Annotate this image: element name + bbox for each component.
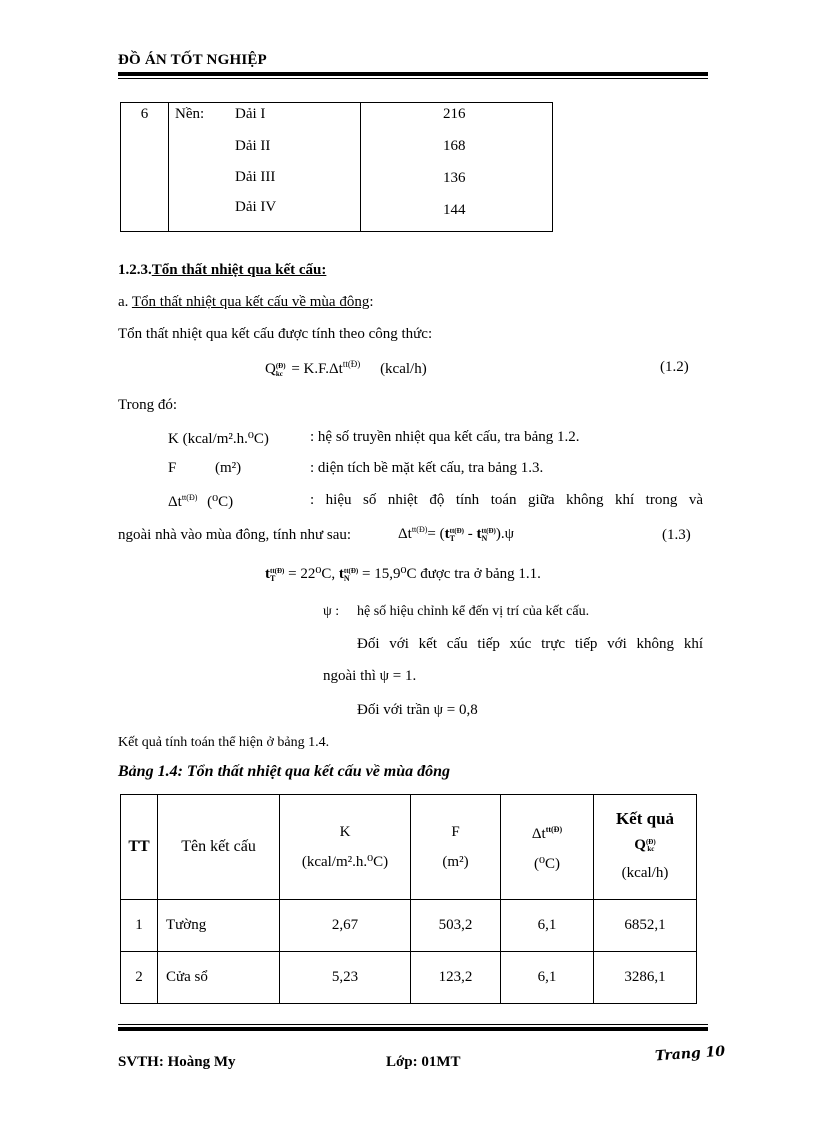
page-header-title: ĐỒ ÁN TỐT NGHIỆP xyxy=(118,52,267,68)
temp-t-inside-sub: T xyxy=(270,573,276,583)
def-f-symbol: F xyxy=(168,460,177,476)
def-dt-delta: Δt xyxy=(168,494,182,510)
header-name: Tên kết cấu xyxy=(158,795,280,900)
formula-q-sup: (Đ) xyxy=(275,361,286,370)
table-cell-row-no: 6 xyxy=(121,103,169,232)
header-q-unit: (kcal/h) xyxy=(621,865,669,881)
header-k xyxy=(280,795,411,900)
row-1-name: Tường xyxy=(158,900,280,952)
footer-rule-thick xyxy=(118,1027,708,1031)
row-1-q: 6852,1 xyxy=(594,900,697,952)
def-dt-sup: tt(Đ) xyxy=(181,493,198,502)
table-caption: Bảng 1.4: Tổn thất nhiệt qua kết cấu về mùa đông xyxy=(118,763,451,780)
def-dt-desc: : hiệu số nhiệt độ tính toán giữa không khí trong và xyxy=(310,492,703,508)
row-2-tt: 2 xyxy=(121,952,158,1004)
def-dt-symbol xyxy=(168,492,233,511)
footer-author: SVTH: Hoàng My xyxy=(118,1054,236,1070)
row-2-q: 3286,1 xyxy=(594,952,697,1004)
section-heading xyxy=(118,262,326,279)
where-label: Trong đó: xyxy=(118,397,178,413)
row-1-k: 2,67 xyxy=(280,900,411,952)
temp-t-outside-sup: tt(Đ) xyxy=(343,566,359,575)
f2-t1-sub: T xyxy=(449,533,455,543)
section-heading-text: Tổn thất nhiệt qua kết cấu: xyxy=(151,262,327,278)
f2-t1: t xyxy=(444,526,450,542)
psi-line-1: Đối với kết cấu tiếp xúc trực tiếp với không khí xyxy=(357,636,703,652)
footer-page-number: Trang 10 xyxy=(654,1043,726,1065)
result-note: Kết quả tính toán thể hiện ở bảng 1.4. xyxy=(118,735,330,750)
subsection-prefix: a. xyxy=(118,294,132,310)
row-1-dt: 6,1 xyxy=(501,900,594,952)
formula-rhs: = K.F.Δt xyxy=(291,361,343,377)
subsection-heading xyxy=(118,294,374,311)
section-heading-number: 1.2.3. xyxy=(118,262,152,278)
row-1-tt: 1 xyxy=(121,900,158,952)
header-f xyxy=(411,795,501,900)
footer-class: Lớp: 01MT xyxy=(386,1054,461,1070)
def-dt-continuation: ngoài nhà vào mùa đông, tính như sau: xyxy=(118,527,352,543)
f2-delta: Δt xyxy=(398,526,412,542)
f2-minus: - xyxy=(464,526,477,542)
formula-1-2 xyxy=(265,359,427,378)
header-q-top: Kết quả xyxy=(615,809,675,828)
temp-t-outside-value: = 15,9⁰C được tra ở bảng 1.1. xyxy=(362,566,541,582)
psi-line-2: ngoài thì ψ = 1. xyxy=(323,668,417,684)
formula-1-3-number: (1.3) xyxy=(662,527,691,543)
floor-label: Nền: xyxy=(175,106,205,122)
temp-t-outside-sub: N xyxy=(343,573,350,583)
psi-desc: hệ số hiệu chỉnh kể đến vị trí của kết cấu. xyxy=(357,604,590,619)
zone-2: Dải II xyxy=(235,138,271,154)
row-2-k: 5,23 xyxy=(280,952,411,1004)
header-q xyxy=(594,795,697,900)
header-q-sub: kc xyxy=(647,844,655,853)
zone-4-value: 144 xyxy=(443,202,466,218)
table-cell-values xyxy=(361,103,553,232)
zone-2-value: 168 xyxy=(443,138,466,154)
row-2-f: 123,2 xyxy=(411,952,501,1004)
zone-3: Dải III xyxy=(235,169,276,185)
psi-line-3: Đối với trần ψ = 0,8 xyxy=(357,702,478,718)
header-tt: TT xyxy=(121,795,158,900)
subsection-text: Tổn thất nhiệt qua kết cấu về mùa đông xyxy=(131,294,370,310)
temp-t-inside-value: = 22⁰C, xyxy=(288,566,336,582)
f2-t2-sup: tt(Đ) xyxy=(481,526,496,535)
zone-1: Dải I xyxy=(235,106,266,122)
header-dt-top: Δt xyxy=(531,826,546,842)
formula-unit: (kcal/h) xyxy=(380,361,427,377)
temperature-values xyxy=(265,564,541,583)
footer-rule-thin xyxy=(118,1024,708,1025)
temp-t-inside: t xyxy=(265,566,270,582)
f2-t2-sub: N xyxy=(481,533,488,543)
zone-3-value: 136 xyxy=(443,170,466,186)
header-k-unit: (kcal/m².h.⁰C) xyxy=(301,854,389,870)
f2-t2: t xyxy=(476,526,482,542)
def-f-desc: : diện tích bề mặt kết cấu, tra bảng 1.3. xyxy=(310,460,544,476)
row-1-f: 503,2 xyxy=(411,900,501,952)
subsection-suffix: : xyxy=(369,294,374,310)
header-f-top: F xyxy=(451,824,460,840)
table-row xyxy=(121,952,697,1004)
header-f-unit: (m²) xyxy=(442,854,469,870)
def-k-desc: : hệ số truyền nhiệt qua kết cấu, tra bảng 1.2. xyxy=(310,429,580,445)
formula-1-2-number: (1.2) xyxy=(660,359,689,375)
intro-text: Tổn thất nhiệt qua kết cấu được tính theo công thức: xyxy=(118,326,433,342)
table-cell-zones xyxy=(169,103,361,232)
f2-t1-sup: tt(Đ) xyxy=(449,526,464,535)
def-dt-unit: (⁰C) xyxy=(207,494,234,510)
header-rule-thin xyxy=(118,78,708,79)
temp-t-inside-sup: tt(Đ) xyxy=(270,566,285,575)
header-dt-sup: tt(Đ) xyxy=(545,825,563,834)
psi-symbol: ψ : xyxy=(323,604,340,619)
f2-tail: ).ψ xyxy=(495,526,515,542)
header-dt-unit: (⁰C) xyxy=(533,856,560,872)
f2-eq: = ( xyxy=(427,526,445,542)
table-heat-loss xyxy=(120,794,697,1004)
table-floor-zones xyxy=(120,102,553,232)
temp-t-outside: t xyxy=(338,566,344,582)
row-2-dt: 6,1 xyxy=(501,952,594,1004)
zone-4: Dải IV xyxy=(235,199,277,215)
header-dt xyxy=(501,795,594,900)
def-k-symbol: K (kcal/m².h.⁰C) xyxy=(168,431,269,447)
header-q-sup: (Đ) xyxy=(645,837,656,846)
formula-q-sub: kc xyxy=(275,369,283,378)
def-f-unit: (m²) xyxy=(215,460,242,476)
formula-1-3 xyxy=(398,525,514,543)
formula-rhs-sup: tt(Đ) xyxy=(342,359,361,369)
header-rule-thick xyxy=(118,72,708,76)
table-header-row xyxy=(121,795,697,900)
row-2-name: Cửa sổ xyxy=(158,952,280,1004)
header-k-top: K xyxy=(339,824,351,840)
table-row xyxy=(121,900,697,952)
header-q-sym: Q xyxy=(634,837,646,853)
f2-delta-sup: tt(Đ) xyxy=(411,525,428,534)
zone-1-value: 216 xyxy=(443,106,466,122)
formula-q: Q xyxy=(265,361,276,377)
